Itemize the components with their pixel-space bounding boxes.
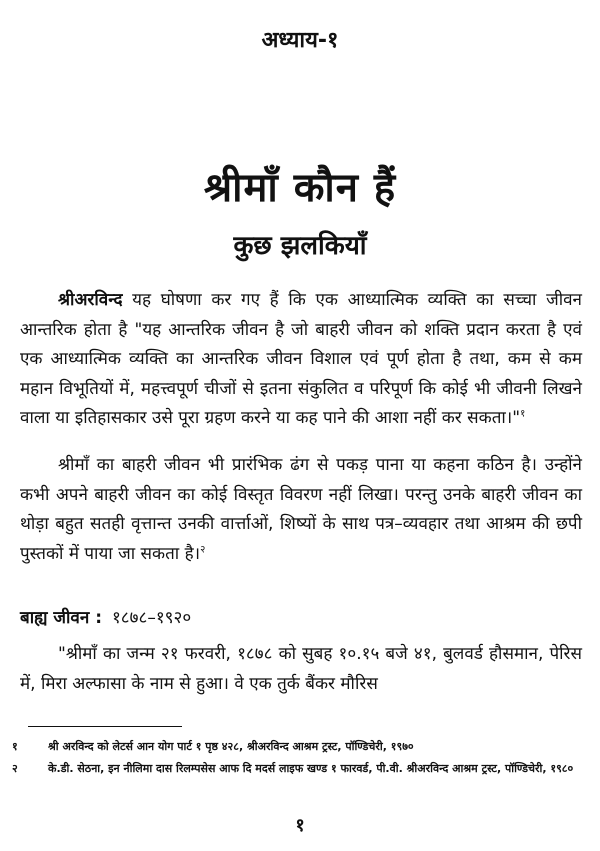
section-heading-years: १८७८–१९२० — [111, 608, 192, 628]
page-title: श्रीमाँ कौन हैं — [203, 165, 397, 211]
paragraph-3 — [20, 640, 582, 699]
footnote-ref-1: १ — [520, 408, 526, 420]
footnote-text: श्री अरविन्द को लेटर्स आन योग पार्ट १ पृष्ठ ४२८, श्रीअरविन्द आश्रम ट्रस्ट, पॉण्डिचेरी, १९७० — [48, 740, 414, 753]
paragraph-1-lead: श्रीअरविन्द — [58, 290, 123, 310]
paragraph-1 — [20, 286, 582, 434]
footnote-number: १ — [12, 740, 18, 753]
paragraph-3-text: "श्रीमाँ का जन्म २१ फरवरी, १८७८ को सुबह १०.१५ बजे ४१, बुलवर्ड हौसमान, पेरिस में, मिरा अल्फासा के नाम से हुआ। वे एक तुर्क बैंकर मौरिस — [20, 644, 582, 694]
page-subtitle: कुछ झलकियाँ — [233, 231, 367, 261]
footnote-ref-2: २ — [200, 543, 206, 555]
footnote-number: २ — [12, 762, 18, 775]
footnote-divider — [28, 726, 182, 727]
footnote-2 — [12, 758, 587, 780]
section-heading-label: बाह्य जीवन : — [20, 608, 103, 628]
footnote-1 — [12, 736, 587, 758]
footnotes — [12, 736, 587, 780]
section-heading — [20, 605, 191, 628]
paragraph-2-text: श्रीमाँ का बाहरी जीवन भी प्रारंभिक ढंग से पकड़ पाना या कहना कठिन है। उन्होंने कभी अपने बाहरी जीवन का कोई विस्तृत विवरण नहीं लिखा। परन्तु उनके बाहरी जीवन का थोड़ा बहुत सतही वृत्तान्त उनकी वार्त्ताओं, शिष्यों के साथ पत्र–व्यवहार तथा आश्रम की छपी पुस्तकों में पाया जा सकता है। — [20, 455, 582, 564]
paragraph-2 — [20, 451, 582, 569]
footnote-text: के.डी. सेठना, इन नीलिमा दास रिलम्पसेस आफ दि मदर्स लाइफ खण्ड १ फारवर्ड, पी.वी. श्रीअरविन्द आश्रम ट्रस्ट, पॉण्डिचेरी, १९८० — [48, 762, 574, 775]
chapter-heading: अध्याय-१ — [261, 28, 339, 53]
page-number: १ — [295, 815, 305, 836]
paragraph-1-text: यह घोषणा कर गए हैं कि एक आध्यात्मिक व्यक्ति का सच्चा जीवन आन्तरिक होता है "यह आन्तरिक जीवन है जो बाहरी जीवन को शक्ति प्रदान करता है एवं एक आध्यात्मिक व्यक्ति का आन्तरिक जीवन विशाल एवं पूर्ण होता है तथा, कम से कम महान विभूतियों में, महत्त्वपूर्ण चीजों से इतना संकुलित व परिपूर्ण कि कोई भी जीवनी लिखने वाला या इतिहासकार उसे पूरा ग्रहण करने या कह पाने की आशा नहीं कर सकता।" — [20, 290, 582, 428]
